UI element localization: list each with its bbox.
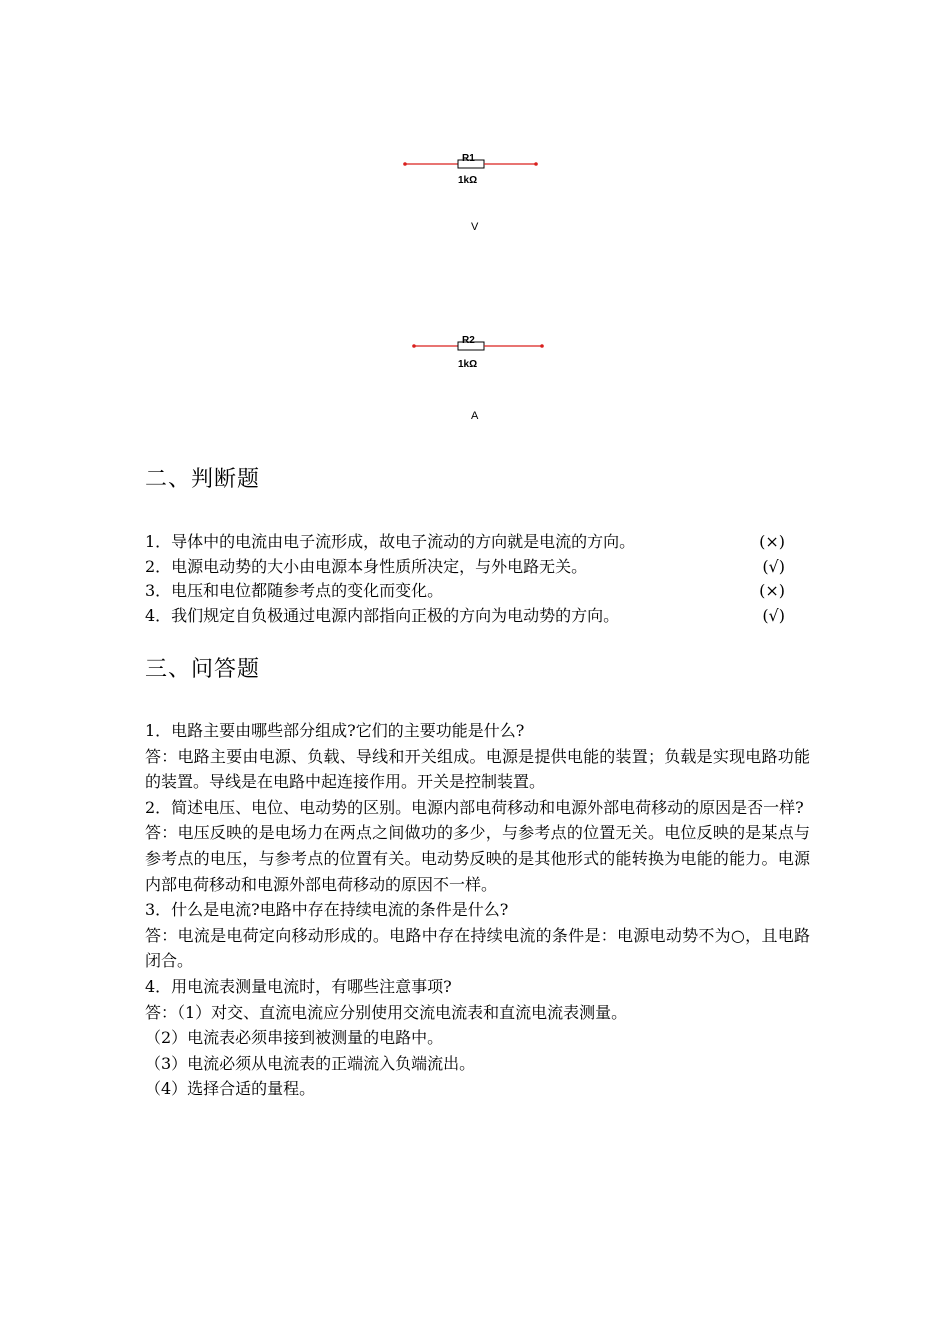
terminal-dot: [403, 162, 407, 166]
true-false-list: [145, 530, 785, 628]
answer-4-line-2: （2）电流表必须串接到被测量的电路中。: [145, 1028, 444, 1048]
resistor-r1-diagram: [0, 150, 950, 190]
list-item: [145, 530, 785, 555]
answer-1: 答：电路主要由电源、负载、导线和开关组成。电源是提供电能的装置；负载是实现电路功能的装置。导线是在电路中起连接作用。开关是控制装置。: [145, 746, 810, 792]
question-text: 2．电源电动势的大小由电源本身性质所决定，与外电路无关。: [145, 556, 588, 576]
qa-body: [145, 718, 810, 1102]
ammeter-label: A: [471, 410, 479, 422]
answer-3: 答：电流是电荷定向移动形成的。电路中存在持续电流的条件是：电源电动势不为○，且电路闭合。: [145, 925, 810, 971]
answer-4-line-4: （4）选择合适的量程。: [145, 1079, 316, 1099]
answer-mark: (×): [759, 532, 785, 551]
question-text: 3．电压和电位都随参考点的变化而变化。: [145, 581, 444, 600]
question-3: 3．什么是电流?电路中存在持续电流的条件是什么?: [145, 900, 509, 920]
terminal-dot: [412, 344, 416, 348]
section-heading-true-false: 二、判断题: [145, 467, 261, 492]
answer-mark: (√): [762, 605, 785, 625]
question-1: 1．电路主要由哪些部分组成?它们的主要功能是什么?: [145, 721, 525, 740]
answer-2: 答：电压反映的是电场力在两点之间做功的多少，与参考点的位置无关。电位反映的是某点与参考点的电压，与参考点的位置有关。电动势反映的是其他形式的能转换为电能的能力。电源内部电荷移动和电源外部电荷移动的原因不一样。: [145, 823, 810, 894]
section-heading-qa: 三、问答题: [145, 657, 261, 682]
question-text: 4．我们规定自负极通过电源内部指向正极的方向为电动势的方向。: [145, 605, 620, 625]
list-item: [145, 579, 785, 604]
question-text: 1．导体中的电流由电子流形成，故电子流动的方向就是电流的方向。: [145, 532, 636, 551]
terminal-dot: [540, 344, 544, 348]
r1-name: R1: [462, 153, 475, 164]
r1-value: 1kΩ: [458, 175, 478, 186]
answer-4-line-3: （3）电流必须从电流表的正端流入负端流出。: [145, 1053, 476, 1073]
r2-value: 1kΩ: [458, 359, 478, 370]
question-4: 4．用电流表测量电流时，有哪些注意事项?: [145, 976, 452, 996]
r2-name: R2: [462, 335, 475, 346]
question-2: 2．简述电压、电位、电动势的区别。电源内部电荷移动和电源外部电荷移动的原因是否一样?: [145, 797, 804, 817]
list-item: [145, 604, 785, 629]
terminal-dot: [534, 162, 538, 166]
voltmeter-label: V: [471, 221, 479, 233]
list-item: [145, 555, 785, 580]
answer-mark: (×): [759, 581, 785, 600]
answer-mark: (√): [762, 556, 785, 576]
resistor-r2-diagram: [0, 332, 950, 372]
answer-4-line-1: 答：（1）对交、直流电流应分别使用交流电流表和直流电流表测量。: [145, 1002, 628, 1022]
